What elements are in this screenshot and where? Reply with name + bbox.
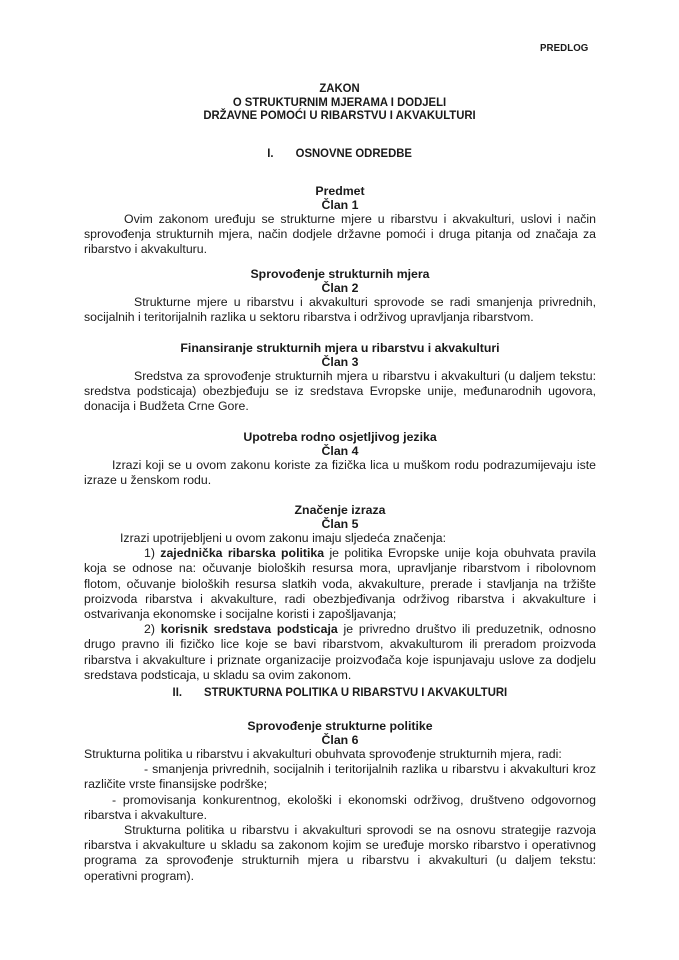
section-title: OSNOVNE ODREDBE xyxy=(295,146,412,160)
section-heading-1 xyxy=(0,146,679,161)
definition-term: zajednička ribarska politika xyxy=(160,546,325,561)
article-number: Član 6 xyxy=(321,732,359,747)
article-number: Član 1 xyxy=(321,197,359,212)
article-title: Sprovođenje strukturnih mjera xyxy=(250,267,430,281)
article-1 xyxy=(84,185,596,258)
draft-label: PREDLOG xyxy=(540,42,589,54)
article-6 xyxy=(84,720,596,884)
definition-term: korisnik sredstava podsticaja xyxy=(160,622,338,637)
article-title: Finansiranje strukturnih mjera u ribarstvu i akvakulturi xyxy=(180,341,500,355)
definition-item-2 xyxy=(84,622,596,683)
article-paragraph: Sredstva za sprovođenje strukturnih mjera u ribarstvu i akvakulturi (u daljem tekstu: sredstva podsticaja) obezbjeđuju se iz sredstava Evropske unije, međunarodnih ugovora, donacija i Budžeta Crne Gore. xyxy=(84,369,596,414)
article-title: Sprovođenje strukturne politike xyxy=(247,719,433,733)
bullet-item-2: - promovisanja konkurentnog, ekološki i ekonomski održivog, društveno odgovornog ribarstva i akvakulture. xyxy=(84,792,596,822)
article-paragraph: Ovim zakonom uređuju se strukturne mjere u ribarstvu i akvakulturi, uslovi i način sprovođenja strukturnih mjera, način dodjele državne pomoći i druga pitanja od značaja za ribarstvo i akvakulturu. xyxy=(84,212,596,257)
section-title: STRUKTURNA POLITIKA U RIBARSTVU I AKVAKULTURI xyxy=(203,685,507,699)
section-number: I. xyxy=(267,146,274,160)
article-number: Član 5 xyxy=(321,516,359,531)
law-title-line-1: ZAKON xyxy=(319,81,360,95)
article-paragraph: Strukturne mjere u ribarstvu i akvakulturi sprovode se radi smanjenja privrednih, socijalnih i teritorijalnih razlika u sektoru ribarstva i održivog upravljanja ribarstvom. xyxy=(84,295,596,325)
article-intro: Strukturna politika u ribarstvu i akvakulturi obuhvata sprovođenje strukturnih mjera, radi: xyxy=(84,747,562,761)
definition-prefix: 2) xyxy=(144,622,155,637)
article-5 xyxy=(84,504,596,683)
article-3 xyxy=(84,342,596,415)
definition-prefix: 1) xyxy=(144,546,155,561)
article-title: Predmet xyxy=(315,184,365,198)
article-closing-paragraph: Strukturna politika u ribarstvu i akvakulturi sprovodi se na osnovu strategije razvoja ribarstva i akvakulture u skladu sa zakonom kojim se uređuje morsko ribarstvo i operativnog programa za sprovođenje strukturnih mjera u ribarstvu i akvakulturi (u daljem tekstu: operativni program). xyxy=(84,823,596,883)
bullet-item-1: - smanjenja privrednih, socijalnih i teritorijalnih razlika u ribarstvu i akvakulturi kroz različite vrste finansijske podrške; xyxy=(84,762,596,792)
law-title-line-3: DRŽAVNE POMOĆI U RIBARSTVU I AKVAKULTURI xyxy=(203,108,476,122)
definition-item-1 xyxy=(84,546,596,622)
article-intro: Izrazi upotrijebljeni u ovom zakonu imaju sljedeća značenja: xyxy=(120,531,447,545)
article-number: Član 2 xyxy=(321,280,359,295)
definition-text: je politika Evropske unije koja obuhvata pravila koja se odnose na: očuvanje bioloških resursa mora, upravljanje ribarstvom i ribolovnom flotom, očuvanje bioloških resursa slatkih voda, akvakulture, prerade i stavljanja na tržište proizvoda ribarstva i akvakulture, radi obezbjeđivanja održivog ribarstva i akvakulture i ostvarivanja ekonomske i socijalne koristi i zapošljavanja; xyxy=(84,546,597,622)
law-title xyxy=(0,82,679,123)
article-title: Značenje izraza xyxy=(294,503,386,517)
section-heading-2 xyxy=(0,685,679,700)
article-number: Član 3 xyxy=(321,354,359,369)
definition-text: je privredno društvo ili preduzetnik, odnosno drugo pravno ili fizičko lice koje se bavi ribarstvom, akvakulturom ili preradom proizvoda ribarstva i akvakulture i priznate organizacije proizvođača koje ispunjavaju uslove za dodjelu sredstava podsticaja, u skladu sa ovim zakonom. xyxy=(84,622,596,682)
article-4 xyxy=(84,431,596,488)
article-paragraph: Izrazi koji se u ovom zakonu koriste za fizička lica u muškom rodu podrazumijevaju iste izraze u ženskom rodu. xyxy=(84,458,596,488)
law-title-line-2: O STRUKTURNIM MJERAMA I DODJELI xyxy=(232,94,447,109)
article-number: Član 4 xyxy=(321,443,359,458)
article-2 xyxy=(84,268,596,325)
article-title: Upotreba rodno osjetljivog jezika xyxy=(243,430,437,444)
section-number: II. xyxy=(172,685,182,699)
